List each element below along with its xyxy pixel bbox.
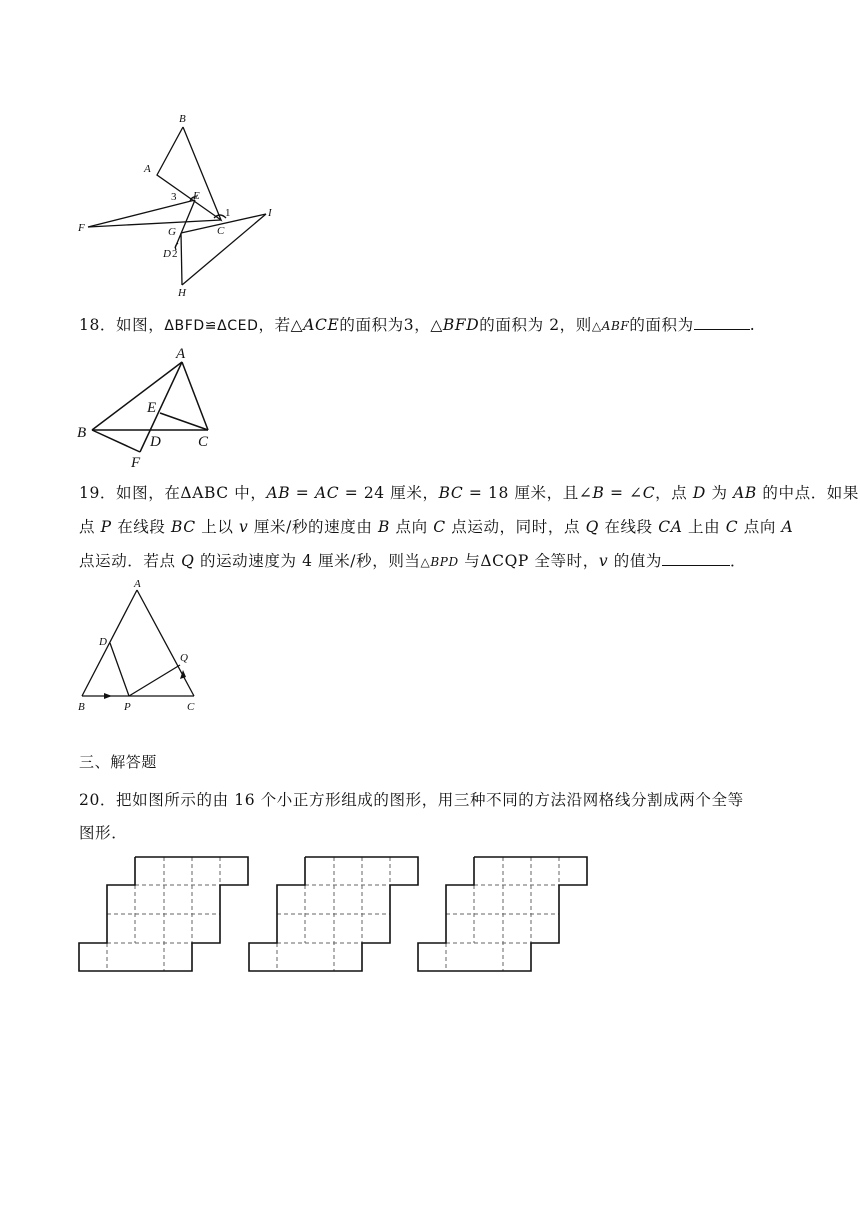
label-B: B — [179, 113, 186, 125]
question-20-line-1: 20．把如图所示的由 16 个小正方形组成的图形，用三种不同的方法沿网格线分割成两个全等 — [79, 791, 744, 809]
label-Q: Q — [180, 652, 188, 664]
label-C: C — [198, 434, 209, 450]
label-E: E — [193, 190, 200, 202]
label-D: D — [99, 636, 107, 648]
label-C: C — [217, 225, 225, 237]
label-C: C — [187, 701, 195, 713]
question-19-line-1: 19．如图，在ΔABC 中，AB = AC = 24 厘米，BC = 18 厘米，且∠B = ∠C，点 D 为 AB 的中点．如果 — [79, 484, 860, 502]
label-H: H — [178, 287, 186, 299]
label-1: 1 — [225, 207, 231, 219]
label-F: F — [78, 222, 85, 234]
grid-figure-1 — [79, 857, 248, 971]
label-I: I — [268, 207, 272, 219]
label-B: B — [77, 425, 87, 441]
question-19-line-3: 点运动．若点 Q 的运动速度为 4 厘米/秒，则当△BPD 与ΔCQP 全等时，v 的值为 ． — [79, 552, 747, 570]
label-2: 2 — [172, 248, 178, 260]
grid-figure-3 — [418, 857, 587, 971]
grid-figure-2 — [249, 857, 418, 971]
label-3: 3 — [171, 191, 177, 203]
label-A: A — [176, 346, 186, 362]
label-F: F — [131, 455, 141, 471]
label-P: P — [124, 701, 131, 713]
label-A: A — [134, 578, 141, 590]
label-E: E — [147, 400, 157, 416]
question-19-line-2: 点 P 在线段 BC 上以 v 厘米/秒的速度由 B 点向 C 点运动，同时，点 Q 在线段 CA 上由 C 点向 A — [79, 518, 794, 536]
label-B: B — [78, 701, 85, 713]
label-D: D — [163, 248, 171, 260]
label-A: A — [144, 163, 151, 175]
question-18: 18．如图，ΔBFD≌ΔCED，若△ACE的面积为3，△BFD的面积为 2，则△ABF的面积为 . — [79, 316, 756, 334]
section-heading: 三、解答题 — [79, 753, 158, 771]
label-G: G — [168, 226, 176, 238]
label-D: D — [150, 434, 161, 450]
question-20-line-2: 图形． — [79, 824, 128, 842]
